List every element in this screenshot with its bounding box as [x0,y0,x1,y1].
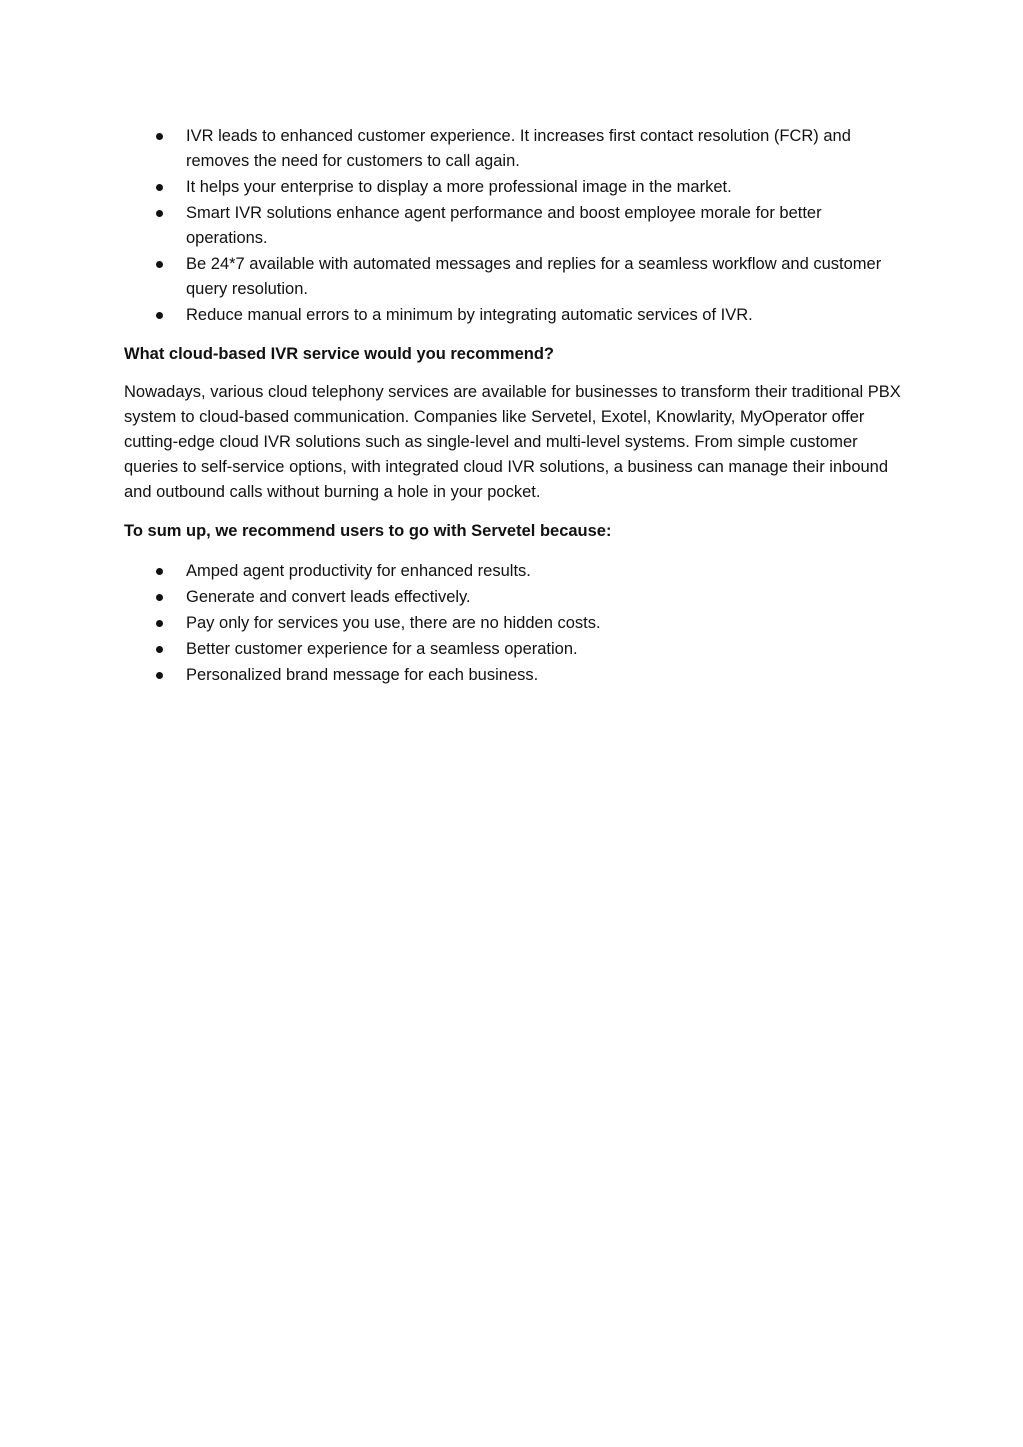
list-item [124,559,904,584]
bullet-icon [156,620,163,627]
benefits-list [124,124,904,328]
list-item [124,252,904,302]
list-item-text: Personalized brand message for each business. [186,666,539,684]
list-item-text: Better customer experience for a seamless operation. [186,640,578,658]
list-item [124,201,904,251]
body-paragraph: Nowadays, various cloud telephony services are available for businesses to transform their traditional PBX system to cloud-based communication. Companies like Servetel, Exotel, Knowlarity, MyOperator offer cutting-edge cloud IVR solutions such as single-level and multi-level systems. From simple customer queries to self-service options, with integrated cloud IVR solutions, a business can manage their inbound and outbound calls without burning a hole in your pocket. [124,383,901,501]
list-item [124,585,904,610]
document-page [124,124,904,689]
bullet-icon [156,646,163,653]
list-item [124,637,904,662]
bullet-icon [156,184,163,191]
bullet-icon [156,261,163,268]
reasons-list [124,559,904,688]
list-item [124,663,904,688]
bullet-icon [156,133,163,140]
section-heading: What cloud-based IVR service would you recommend? [124,345,554,363]
bullet-icon [156,568,163,575]
list-item-text: IVR leads to enhanced customer experience. It increases first contact resolution (FCR) and removes the need for customers to call again. [186,127,851,170]
list-item-text: Smart IVR solutions enhance agent performance and boost employee morale for better operations. [186,204,822,247]
list-item [124,124,904,174]
list-item [124,303,904,328]
list-item-text: Amped agent productivity for enhanced results. [186,562,531,580]
list-item-text: Generate and convert leads effectively. [186,588,471,606]
bullet-icon [156,672,163,679]
bullet-icon [156,594,163,601]
list-item-text: Be 24*7 available with automated messages and replies for a seamless workflow and customer query resolution. [186,255,882,298]
bullet-icon [156,210,163,217]
list-item-text: Pay only for services you use, there are no hidden costs. [186,614,601,632]
list-item-text: Reduce manual errors to a minimum by integrating automatic services of IVR. [186,306,753,324]
list-item [124,611,904,636]
bullet-icon [156,312,163,319]
section-heading: To sum up, we recommend users to go with Servetel because: [124,522,612,540]
list-item [124,175,904,200]
list-item-text: It helps your enterprise to display a more professional image in the market. [186,178,732,196]
